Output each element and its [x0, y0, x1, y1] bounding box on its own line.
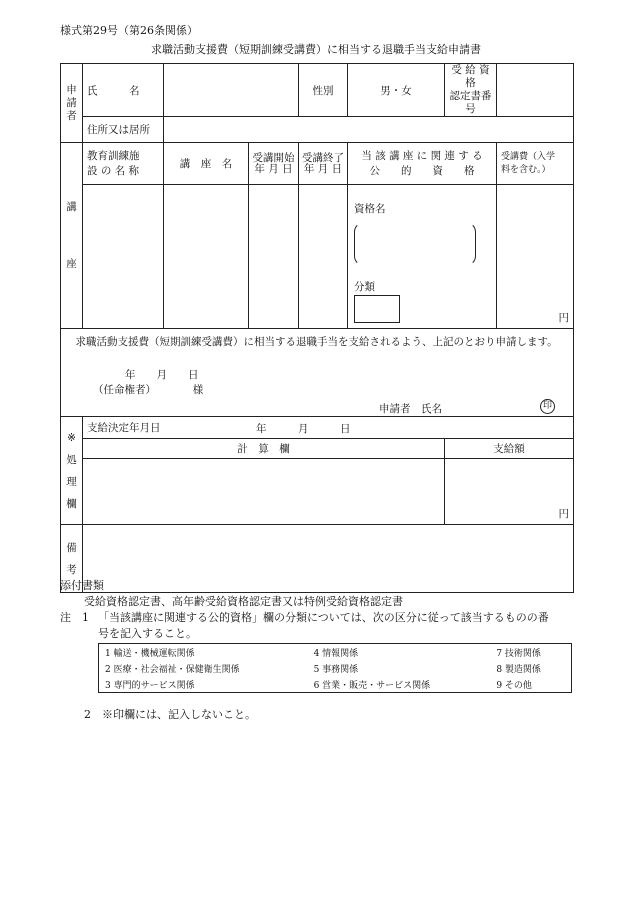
application-form-table — [60, 63, 574, 593]
course-fee-field[interactable] — [497, 185, 574, 329]
note-2: 2 ※印欄には、記入しないこと。 — [84, 708, 256, 721]
qualification-name-label: 資格名 — [354, 203, 386, 215]
course-section-label: 講 座 — [61, 143, 83, 329]
address-field[interactable] — [164, 117, 574, 143]
applicant-section-label: 申 請 者 — [61, 64, 83, 143]
cert-number-label: 受 給 資 格 認定書番号 — [445, 64, 497, 117]
decision-date-fields: 年 月 日 — [256, 423, 351, 435]
category-item: 8 製造関係 — [496, 664, 541, 675]
decision-date-row[interactable] — [83, 417, 574, 439]
payment-amount-field[interactable] — [445, 459, 574, 525]
calculation-field[interactable] — [83, 459, 445, 525]
course-fee-header: 受講費（入学 料を含む。） — [497, 143, 574, 185]
processing-mark: ※ — [67, 431, 76, 444]
processing-section-label: ※ 処 理 欄 — [61, 417, 83, 525]
payment-amount-header: 支給額 — [445, 439, 574, 459]
gender-label: 性別 — [299, 64, 348, 117]
form-number: 様式第29号（第26条関係） — [60, 24, 198, 37]
yen-unit: 円 — [558, 508, 569, 520]
notes-section — [60, 578, 580, 642]
category-row — [99, 644, 572, 661]
appointing-authority[interactable]: （任命権者） 様 — [93, 384, 204, 396]
application-date[interactable]: 年 月 日 — [125, 369, 199, 381]
declaration-block — [61, 329, 574, 417]
course-name-header: 講 座 名 — [164, 143, 249, 185]
category-row — [99, 676, 572, 693]
form-title: 求職活動支援費（短期訓練受講費）に相当する退職手当支給申請書 — [151, 43, 481, 56]
name-field[interactable] — [164, 64, 299, 117]
related-qualification-header: 当 該 講 座 に 関 連 す る 公 的 資 格 — [348, 143, 497, 185]
note-label: 注 1 — [60, 611, 89, 624]
course-start-date-header: 受講開始 年 月 日 — [249, 143, 299, 185]
category-item: 9 その他 — [496, 680, 532, 691]
calculation-header: 計 算 欄 — [83, 439, 445, 459]
decision-date-label: 支給決定年月日 — [87, 422, 161, 434]
seal-mark: 印 — [540, 399, 555, 414]
gender-field[interactable]: 男・女 — [348, 64, 445, 117]
category-item: 6 営業・販売・サービス関係 — [313, 680, 431, 691]
related-qualification-field[interactable] — [348, 185, 497, 329]
course-end-date-field[interactable] — [299, 185, 348, 329]
course-name-field[interactable] — [164, 185, 249, 329]
category-item: 1 輸送・機械運転関係 — [105, 648, 195, 659]
institution-name-field[interactable] — [83, 185, 164, 329]
category-item: 4 情報関係 — [313, 648, 359, 659]
remarks-section-label: 備 考 — [61, 525, 83, 593]
note-1-line-1: 「当該講座に関連する公的資格」欄の分類については、次の区分に従って該当するものの番 — [98, 611, 549, 624]
qualification-name-bracket[interactable] — [354, 222, 476, 266]
category-item: 7 技術関係 — [496, 648, 541, 659]
qualification-category-label: 分類 — [354, 281, 375, 293]
category-item: 5 事務関係 — [313, 664, 359, 675]
name-label: 氏 名 — [83, 64, 164, 117]
category-row — [99, 660, 572, 676]
applicant-name-label: 申請者 氏名 — [379, 403, 442, 415]
cert-number-field[interactable] — [497, 64, 574, 117]
attachments-text: 受給資格認定書、高年齢受給資格認定書又は特例受給資格認定書 — [84, 595, 403, 608]
institution-name-header: 教育訓練施 設 の 名 称 — [83, 143, 164, 185]
qualification-category-table — [98, 643, 572, 693]
attachments-title: 添付書類 — [60, 579, 104, 592]
address-label: 住所又は居所 — [83, 117, 164, 143]
course-start-date-field[interactable] — [249, 185, 299, 329]
note-1-line-2: 号を記入すること。 — [98, 627, 197, 640]
qualification-category-box[interactable] — [354, 295, 400, 323]
declaration-text: 求職活動支援費（短期訓練受講費）に相当する退職手当を支給されるよう、上記のとおり申請します。 — [75, 336, 558, 348]
category-item: 2 医療・社会福祉・保健衛生関係 — [105, 664, 240, 675]
category-item: 3 専門的サービス関係 — [105, 680, 195, 691]
course-end-date-header: 受講終了 年 月 日 — [299, 143, 348, 185]
yen-unit: 円 — [558, 312, 569, 324]
